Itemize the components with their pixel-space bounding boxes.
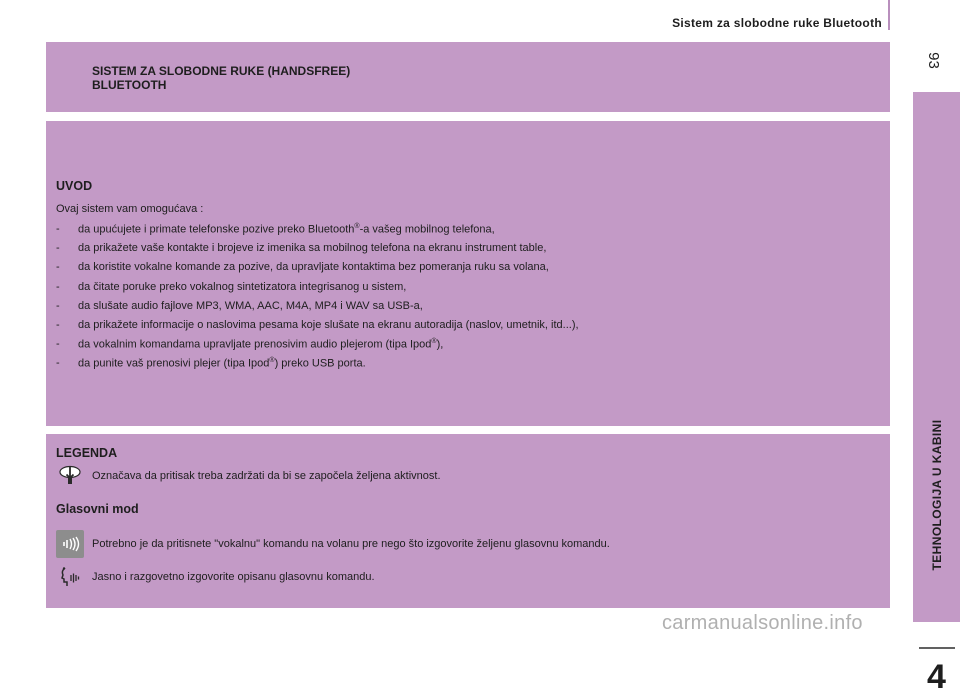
list-item: - da čitate poruke preko vokalnog sintetizatora integrisanog u sistem,	[56, 280, 407, 293]
press-hold-text: Označava da pritisak treba zadržati da bi se započela željena aktivnost.	[92, 470, 441, 482]
section-title-line-2: BLUETOOTH	[92, 78, 167, 92]
section-title	[92, 64, 350, 92]
section-title-panel	[46, 42, 890, 112]
page-number: 93	[924, 52, 942, 69]
list-item: - da upućujete i primate telefonske pozive preko Bluetooth®-a vašeg mobilnog telefona,	[56, 223, 495, 236]
feature-list	[56, 223, 579, 377]
chapter-side-tab	[913, 92, 960, 696]
press-hold-icon	[56, 462, 84, 490]
list-item: - da prikažete informacije o naslovima pesama koje slušate na ekranu autoradija (naslov, umetnik, itd...),	[56, 318, 579, 331]
list-item: - da vokalnim komandama upravljate prenosivim audio plejerom (tipa Ipod®),	[56, 338, 444, 351]
intro-panel	[46, 121, 890, 426]
list-item: - da punite vaš prenosivi plejer (tipa Ipod®) preko USB porta.	[56, 357, 366, 370]
legend-panel	[46, 434, 890, 608]
intro-lead: Ovaj sistem vam omogućava :	[56, 203, 204, 215]
legend-row-voice-button	[56, 530, 610, 558]
section-title-line-1: SISTEM ZA SLOBODNE RUKE (HANDSFREE)	[92, 64, 351, 78]
chapter-tab-label: TEHNOLOGIJA U KABINI	[930, 419, 944, 570]
legend-row-press-hold	[56, 462, 441, 490]
speak-text: Jasno i razgovetno izgovorite opisanu glasovnu komandu.	[92, 571, 375, 583]
voice-button-text: Potrebno je da pritisnete "vokalnu" komandu na volanu pre nego što izgovorite željenu glasovnu komandu.	[92, 538, 610, 550]
chapter-tab-rule	[919, 647, 955, 649]
list-item: - da slušate audio fajlove MP3, WMA, AAC, M4A, MP4 i WAV sa USB-a,	[56, 299, 423, 312]
legend-heading: LEGENDA	[56, 446, 118, 460]
running-header-title: Sistem za slobodne ruke Bluetooth	[672, 16, 882, 30]
voice-mode-heading: Glasovni mod	[56, 502, 139, 516]
voice-command-button-icon	[56, 530, 84, 558]
intro-heading: UVOD	[56, 179, 93, 193]
speaking-head-icon	[56, 563, 84, 591]
legend-row-speak	[56, 563, 375, 591]
list-item: - da koristite vokalne komande za pozive, da upravljate kontaktima bez pomeranja ruku sa volana,	[56, 261, 549, 274]
list-item: - da prikažete vaše kontakte i brojeve iz imenika sa mobilnog telefona na ekranu instrument table,	[56, 242, 547, 255]
chapter-tab-label-box	[914, 337, 960, 652]
watermark: carmanualsonline.info	[662, 612, 863, 634]
header-rule	[888, 0, 890, 30]
chapter-number: 4	[927, 658, 946, 696]
